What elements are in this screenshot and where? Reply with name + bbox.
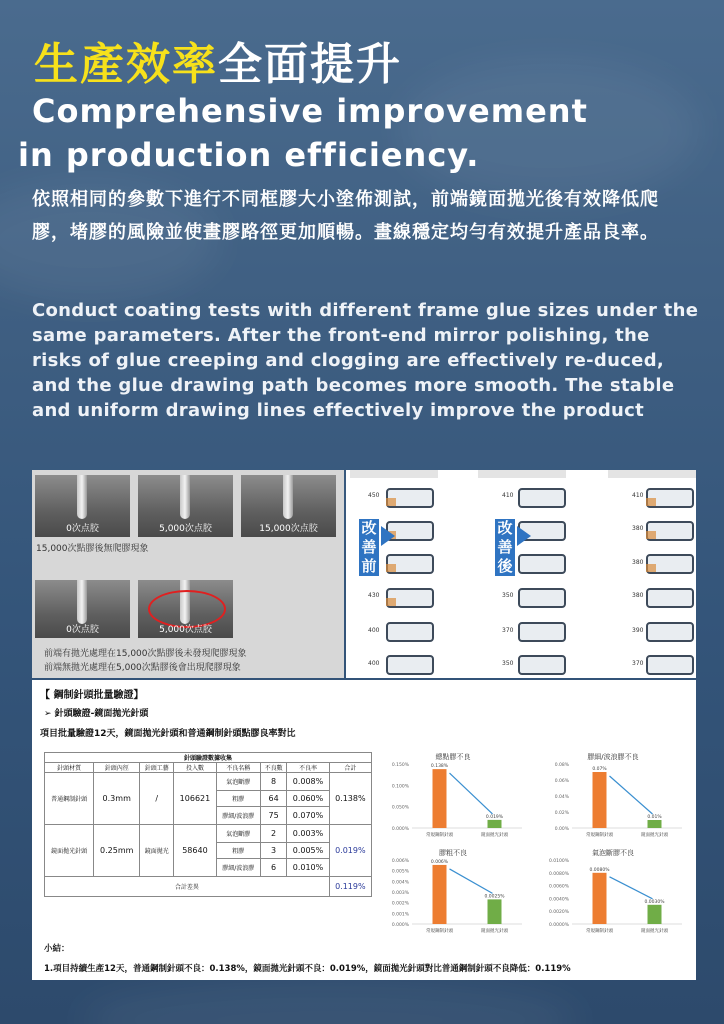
data-label: 0.0080%: [589, 867, 610, 873]
table-cell: 鏡面拋光: [140, 825, 174, 877]
x-tick-label: 常規鋼制針頭: [426, 929, 453, 934]
bar-chart: [378, 752, 528, 842]
bar: [593, 772, 607, 828]
validation-document: [32, 680, 696, 980]
y-tick-label: 0.06%: [554, 779, 569, 784]
table-cell: 膠細/波浪膠: [216, 807, 260, 825]
glue-frame-image: [646, 554, 694, 574]
table-header: 不良率: [287, 763, 329, 773]
table-cell: 0.060%: [287, 791, 329, 807]
y-tick-label: 0.02%: [554, 811, 569, 816]
table-cell: 8: [260, 773, 287, 791]
y-tick-label: 0.00%: [554, 827, 569, 832]
y-tick-label: 0.0000%: [548, 923, 569, 928]
table-header: 針頭材質: [45, 763, 94, 773]
chart-svg: [378, 752, 528, 842]
cloud: [80, 980, 580, 1024]
summary-text: 1.項目持續生產12天，普通鋼制針頭不良：0.138%，鏡面拋光針頭不良：0.019%，鏡面拋光針頭對比普通鋼制針頭不良降低：0.119%: [44, 964, 571, 974]
data-label: 0.01%: [647, 815, 662, 820]
summary-title: 小結：: [44, 944, 70, 954]
needle-image: [283, 475, 293, 519]
bar: [488, 820, 502, 828]
glue-creep-mark: [646, 531, 656, 539]
column-header: [350, 470, 438, 478]
table-cell: 3: [260, 843, 287, 859]
table-cell: /: [140, 773, 174, 825]
photo-label: 15,000次点胶: [259, 524, 318, 534]
doc-description: 項目批量驗證12天，鏡面拋光針頭和普通鋼制針頭點膠良率對比: [40, 729, 296, 739]
x-tick-label: 鏡面拋光針頭: [641, 929, 668, 934]
photo-caption: 前端無拋光處理在5,000次點膠後會出現爬膠現象: [44, 663, 241, 673]
chart-title: 氣泡斷膠不良: [592, 849, 634, 857]
table-cell: 0.005%: [287, 843, 329, 859]
glue-creep-mark: [646, 498, 656, 506]
y-tick-label: 0.002%: [391, 901, 409, 907]
trend-arrow-icon: [450, 773, 493, 814]
needle-photo: [138, 580, 233, 638]
table-cell: 氣泡斷膠: [216, 825, 260, 843]
value-label: 380: [632, 525, 644, 532]
table-cell: 0.019%: [329, 825, 371, 877]
glue-frame-image: [386, 588, 434, 608]
needle-photo: [35, 475, 130, 537]
bar: [648, 905, 662, 924]
before-tag: 改善前: [358, 518, 380, 577]
y-tick-label: 0.150%: [391, 763, 409, 768]
table-header: 不良數: [260, 763, 287, 773]
value-label: 450: [368, 492, 380, 499]
table-cell: 0.003%: [287, 825, 329, 843]
glue-frame-image: [518, 622, 566, 642]
value-label: 410: [632, 492, 644, 499]
data-label: 0.138%: [430, 764, 449, 770]
value-label: 410: [502, 492, 514, 499]
glue-frame-image: [386, 488, 434, 508]
needle-image: [77, 580, 87, 624]
glue-frame-image: [386, 554, 434, 574]
x-tick-label: 鏡面拋光針頭: [481, 833, 508, 838]
data-label: 0.07%: [592, 767, 607, 772]
value-label: 370: [502, 627, 514, 634]
photo-label: 0次点胶: [66, 524, 99, 534]
table-cell: 58640: [174, 825, 216, 877]
value-label: 400: [368, 660, 380, 667]
needle-image: [180, 475, 190, 519]
trend-arrow-icon: [610, 877, 653, 899]
y-tick-label: 0.100%: [391, 784, 409, 790]
data-label: 0.0030%: [644, 899, 665, 905]
bar: [433, 865, 447, 924]
table-cell: 粗膠: [216, 843, 260, 859]
y-tick-label: 0.005%: [391, 869, 409, 875]
chart-title: 膠細/波浪膠不良: [587, 753, 639, 761]
value-label: 380: [632, 592, 644, 599]
x-tick-label: 鏡面拋光針頭: [641, 833, 668, 838]
value-label: 350: [502, 660, 514, 667]
value-label: 390: [632, 627, 644, 634]
bar-chart: [538, 752, 688, 842]
needle-photo-panel: [32, 470, 344, 678]
table-cell: 普通鋼制針頭: [45, 773, 94, 825]
chart-svg: [378, 848, 528, 938]
table-footer-label: 合計差異: [45, 877, 330, 897]
table-cell: 75: [260, 807, 287, 825]
glue-frame-image: [646, 655, 694, 675]
glue-frame-image: [646, 488, 694, 508]
data-table: [44, 752, 372, 897]
y-tick-label: 0.000%: [391, 923, 409, 928]
data-label: 0.006%: [430, 859, 449, 865]
x-tick-label: 常規鋼制針頭: [586, 929, 613, 934]
table-cell: 鏡面拋光針頭: [45, 825, 94, 877]
table-footer-row: [45, 877, 372, 897]
description-en: Conduct coating tests with different frame glue sizes under the same parameters. After the front-end mirror polishing, the risks of glue creeping and clogging are effectively re-duced, and the glue drawing path becomes more smooth. The stable and uniform drawing lines effectively improve the product: [32, 300, 699, 421]
page-title-en-line2: in production efficiency.: [18, 136, 480, 174]
glue-frame-image: [386, 655, 434, 675]
data-label: 0.019%: [485, 814, 504, 820]
table-header-row: [45, 763, 372, 773]
glue-frame-image: [646, 622, 694, 642]
bar-chart: [538, 848, 688, 938]
y-tick-label: 0.050%: [391, 805, 409, 811]
value-label: 430: [368, 592, 380, 599]
photo-label: 5,000次点胶: [159, 524, 212, 534]
arrow-right-icon: [381, 526, 395, 546]
table-cell: 106621: [174, 773, 216, 825]
table-cell: 6: [260, 859, 287, 877]
table-footer-value: 0.119%: [329, 877, 371, 897]
glue-frame-image: [386, 622, 434, 642]
y-tick-label: 0.0100%: [548, 859, 569, 864]
column-header: [608, 470, 696, 478]
photo-label: 0次点胶: [66, 625, 99, 635]
table-cell: 0.25mm: [94, 825, 140, 877]
y-tick-label: 0.000%: [391, 827, 409, 832]
table-cell: 0.070%: [287, 807, 329, 825]
data-label: 0.0025%: [484, 894, 505, 900]
doc-heading: 【 鋼制針頭批量驗證】: [40, 690, 144, 701]
value-label: 370: [632, 660, 644, 667]
y-tick-label: 0.001%: [391, 912, 409, 918]
glue-frame-image: [518, 588, 566, 608]
description-zh: 依照相同的參數下進行不同框膠大小塗佈測試，前端鏡面拋光後有效降低爬膠，堵膠的風險並使畫膠路徑更加順暢。畫線穩定均勻有效提升產品良率。: [32, 189, 659, 243]
photo-caption: 前端有拋光處理在15,000次點膠後未發現爬膠現象: [44, 649, 247, 659]
chart-title: 膠粗不良: [439, 849, 467, 857]
table-caption: 針頭驗證數據收集: [45, 753, 372, 763]
value-label: 350: [502, 592, 514, 599]
table-header: 不良名稱: [216, 763, 260, 773]
title-rest: 全面提升: [218, 39, 402, 90]
table-cell: 膠細/波浪膠: [216, 859, 260, 877]
table-cell: 粗膠: [216, 791, 260, 807]
glue-frame-image: [518, 488, 566, 508]
glue-frame-image: [646, 521, 694, 541]
table-cell: 0.010%: [287, 859, 329, 877]
needle-photo: [241, 475, 336, 537]
y-tick-label: 0.08%: [554, 763, 569, 768]
table-cell: 2: [260, 825, 287, 843]
glue-frame-image: [518, 655, 566, 675]
table-cell: 0.3mm: [94, 773, 140, 825]
needle-photo: [35, 580, 130, 638]
table-header: 針頭內徑: [94, 763, 140, 773]
arrow-right-icon: [517, 526, 531, 546]
y-tick-label: 0.0020%: [548, 910, 569, 916]
y-tick-label: 0.0040%: [548, 897, 569, 903]
page-title-zh: [34, 28, 402, 92]
comparison-panel: [346, 470, 696, 678]
table-header: 針頭工藝: [140, 763, 174, 773]
table-cell: 64: [260, 791, 287, 807]
table-row: [45, 773, 372, 791]
glue-creep-mark: [386, 564, 396, 572]
photo-caption: 15,000次點膠後無爬膠現象: [36, 544, 149, 554]
table-cell: 0.008%: [287, 773, 329, 791]
glue-frame-image: [646, 588, 694, 608]
bar: [593, 873, 607, 924]
chart-svg: [538, 848, 688, 938]
x-tick-label: 常規鋼制針頭: [586, 833, 613, 838]
doc-subheading: ➢ 針頭驗證-鏡面拋光針頭: [44, 709, 149, 719]
after-tag: 改善後: [494, 518, 516, 577]
y-tick-label: 0.004%: [391, 880, 409, 886]
y-tick-label: 0.006%: [391, 859, 409, 864]
glue-creep-mark: [386, 498, 396, 506]
glue-creep-mark: [386, 598, 396, 606]
column-header: [478, 470, 566, 478]
chart-title: 總點膠不良: [435, 753, 471, 761]
needle-image: [77, 475, 87, 519]
bar: [488, 899, 502, 924]
table-header: 合計: [329, 763, 371, 773]
y-tick-label: 0.0080%: [548, 871, 569, 877]
table-cell: 0.138%: [329, 773, 371, 825]
bar: [433, 769, 447, 828]
value-label: 380: [632, 559, 644, 566]
page-title-en-line1: Comprehensive improvement: [32, 92, 588, 130]
y-tick-label: 0.0060%: [548, 884, 569, 890]
x-tick-label: 常規鋼制針頭: [426, 833, 453, 838]
y-tick-label: 0.04%: [554, 795, 569, 800]
trend-arrow-icon: [450, 869, 493, 893]
value-label: 400: [368, 627, 380, 634]
y-tick-label: 0.003%: [391, 891, 409, 896]
title-highlight: 生產效率: [34, 39, 218, 90]
bar: [648, 820, 662, 828]
table-cell: 氣泡斷膠: [216, 773, 260, 791]
trend-arrow-icon: [610, 776, 653, 814]
table-header: 投入數: [174, 763, 216, 773]
bar-chart: [378, 848, 528, 938]
glue-creep-mark: [646, 564, 656, 572]
photo-label: 5,000次点胶: [159, 625, 212, 635]
needle-photo: [138, 475, 233, 537]
chart-svg: [538, 752, 688, 842]
glue-frame-image: [518, 554, 566, 574]
x-tick-label: 鏡面拋光針頭: [481, 929, 508, 934]
table-row: [45, 825, 372, 843]
cloud: [400, 60, 700, 200]
